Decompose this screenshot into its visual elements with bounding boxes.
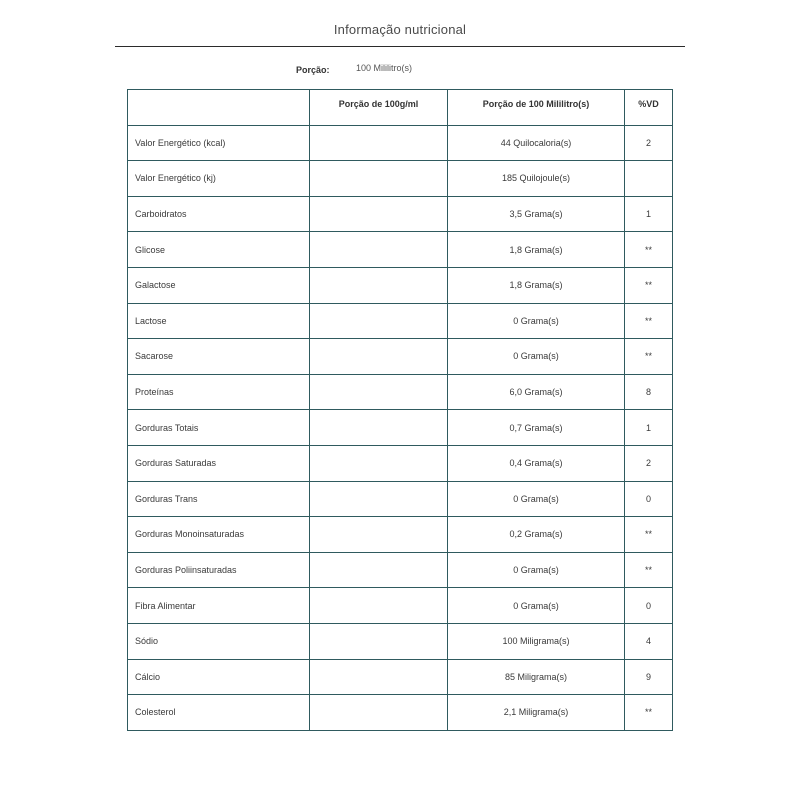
per-100ml-cell: 185 Quilojoule(s) — [448, 161, 625, 197]
vd-cell — [625, 161, 673, 197]
header-vd: %VD — [625, 90, 673, 126]
table-row — [128, 374, 673, 410]
table-row — [128, 445, 673, 481]
per-100g-cell — [310, 659, 448, 695]
per-100g-cell — [310, 445, 448, 481]
per-100g-cell — [310, 410, 448, 446]
table-row — [128, 125, 673, 161]
nutrient-name-cell: Glicose — [128, 232, 310, 268]
header-per-100ml: Porção de 100 Mililitro(s) — [448, 90, 625, 126]
vd-cell: 2 — [625, 445, 673, 481]
table-row — [128, 517, 673, 553]
nutrient-name-cell: Gorduras Monoinsaturadas — [128, 517, 310, 553]
table-row — [128, 232, 673, 268]
nutrient-name-cell: Gorduras Totais — [128, 410, 310, 446]
portion-row — [0, 62, 800, 78]
table-row — [128, 161, 673, 197]
nutrient-name-cell: Sódio — [128, 623, 310, 659]
vd-cell: ** — [625, 517, 673, 553]
table-row — [128, 481, 673, 517]
per-100ml-cell: 0,2 Grama(s) — [448, 517, 625, 553]
nutrient-name-cell: Lactose — [128, 303, 310, 339]
nutrient-name-cell: Cálcio — [128, 659, 310, 695]
table-row — [128, 659, 673, 695]
per-100ml-cell: 0 Grama(s) — [448, 588, 625, 624]
nutrient-name-cell: Gorduras Saturadas — [128, 445, 310, 481]
nutrient-name-cell: Valor Energético (kj) — [128, 161, 310, 197]
per-100g-cell — [310, 339, 448, 375]
per-100ml-cell: 0 Grama(s) — [448, 481, 625, 517]
nutrient-name-cell: Sacarose — [128, 339, 310, 375]
vd-cell: 0 — [625, 481, 673, 517]
table-row — [128, 695, 673, 731]
header-per-100g: Porção de 100g/ml — [310, 90, 448, 126]
nutrient-name-cell: Proteínas — [128, 374, 310, 410]
title-divider — [115, 46, 685, 47]
per-100ml-cell: 44 Quilocaloria(s) — [448, 125, 625, 161]
per-100g-cell — [310, 695, 448, 731]
per-100ml-cell: 2,1 Miligrama(s) — [448, 695, 625, 731]
nutrition-table — [127, 89, 673, 731]
vd-cell: ** — [625, 339, 673, 375]
per-100g-cell — [310, 517, 448, 553]
vd-cell: ** — [625, 267, 673, 303]
per-100ml-cell: 6,0 Grama(s) — [448, 374, 625, 410]
per-100ml-cell: 0,4 Grama(s) — [448, 445, 625, 481]
per-100g-cell — [310, 232, 448, 268]
page-title: Informação nutricional — [333, 22, 467, 37]
per-100ml-cell: 1,8 Grama(s) — [448, 267, 625, 303]
table-row — [128, 410, 673, 446]
per-100ml-cell: 0 Grama(s) — [448, 552, 625, 588]
per-100ml-cell: 3,5 Grama(s) — [448, 196, 625, 232]
nutrient-name-cell: Colesterol — [128, 695, 310, 731]
vd-cell: 1 — [625, 196, 673, 232]
table-row — [128, 339, 673, 375]
nutrient-name-cell: Gorduras Trans — [128, 481, 310, 517]
table-body — [128, 125, 673, 730]
per-100g-cell — [310, 267, 448, 303]
table-row — [128, 623, 673, 659]
per-100g-cell — [310, 481, 448, 517]
nutrient-name-cell: Galactose — [128, 267, 310, 303]
per-100ml-cell: 85 Miligrama(s) — [448, 659, 625, 695]
nutrient-name-cell: Gorduras Poliinsaturadas — [128, 552, 310, 588]
per-100ml-cell: 0 Grama(s) — [448, 303, 625, 339]
per-100g-cell — [310, 374, 448, 410]
vd-cell: 8 — [625, 374, 673, 410]
per-100g-cell — [310, 303, 448, 339]
per-100g-cell — [310, 196, 448, 232]
per-100g-cell — [310, 125, 448, 161]
per-100ml-cell: 1,8 Grama(s) — [448, 232, 625, 268]
table-row — [128, 267, 673, 303]
vd-cell: 0 — [625, 588, 673, 624]
vd-cell: 9 — [625, 659, 673, 695]
nutrient-name-cell: Valor Energético (kcal) — [128, 125, 310, 161]
per-100ml-cell: 100 Miligrama(s) — [448, 623, 625, 659]
per-100g-cell — [310, 623, 448, 659]
vd-cell: 4 — [625, 623, 673, 659]
per-100g-cell — [310, 552, 448, 588]
vd-cell: ** — [625, 232, 673, 268]
portion-label: Porção: — [296, 65, 330, 75]
table-row — [128, 552, 673, 588]
per-100ml-cell: 0,7 Grama(s) — [448, 410, 625, 446]
table-header-row — [128, 90, 673, 126]
nutrient-name-cell: Fibra Alimentar — [128, 588, 310, 624]
vd-cell: ** — [625, 695, 673, 731]
per-100g-cell — [310, 161, 448, 197]
vd-cell: ** — [625, 303, 673, 339]
portion-value: 100 Mililitro(s) — [356, 63, 413, 73]
table-row — [128, 588, 673, 624]
per-100g-cell — [310, 588, 448, 624]
table-row — [128, 196, 673, 232]
vd-cell: 1 — [625, 410, 673, 446]
vd-cell: ** — [625, 552, 673, 588]
per-100ml-cell: 0 Grama(s) — [448, 339, 625, 375]
table-row — [128, 303, 673, 339]
vd-cell: 2 — [625, 125, 673, 161]
nutrient-name-cell: Carboidratos — [128, 196, 310, 232]
header-nutrient — [128, 90, 310, 126]
